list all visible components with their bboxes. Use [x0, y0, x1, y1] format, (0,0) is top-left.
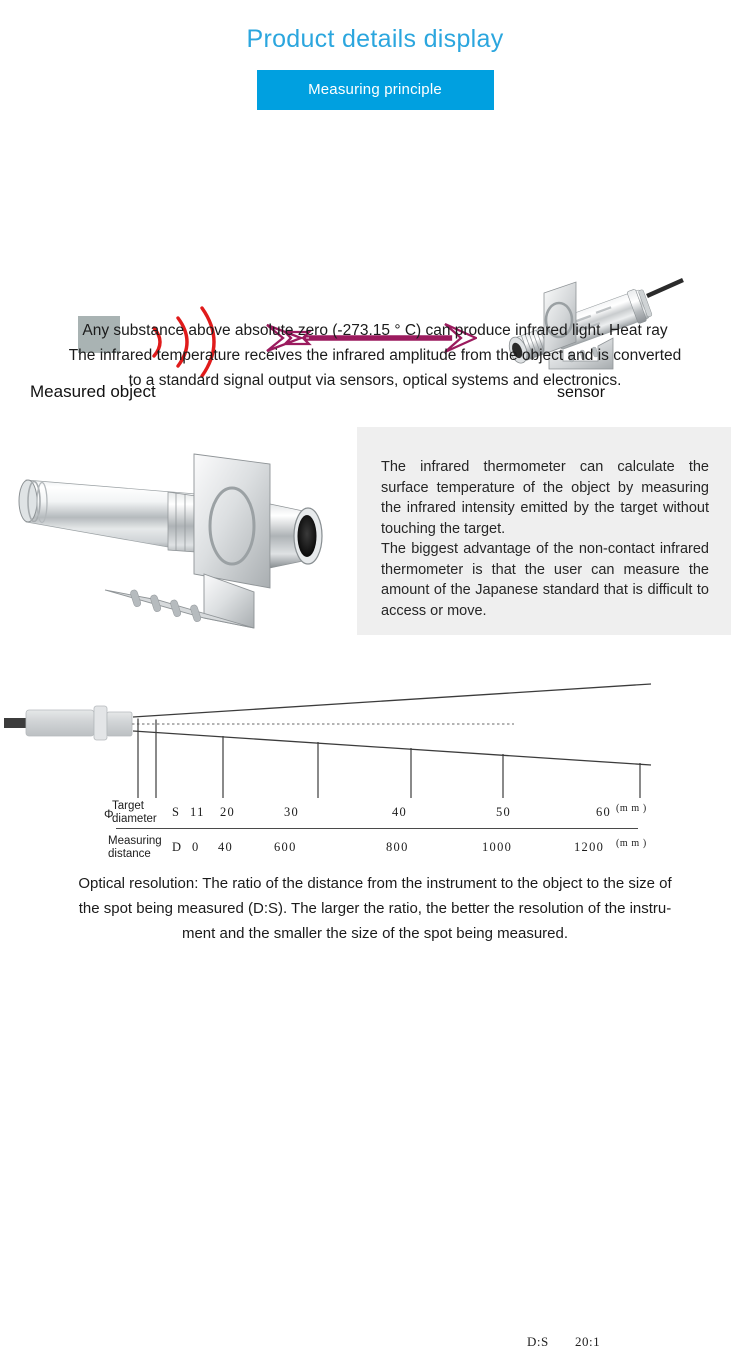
caption-line-2: the spot being measured (D:S). The larger the ratio, the better the resolution of the instru-: [78, 900, 672, 917]
intro-line-3: to a standard signal output via sensors, optical systems and electronics.: [128, 372, 622, 389]
optical-scale-table: [104, 802, 664, 861]
tab-bar: [0, 70, 750, 110]
intro-paragraph: [0, 318, 750, 393]
target-value-1: 11: [190, 805, 205, 819]
measured-object-label: Measured object: [30, 382, 156, 401]
intro-line-1: Any substance above absolute zero (-273.15 ° C) can produce infrared light. Heat ray: [82, 322, 668, 339]
scale-divider: [116, 828, 638, 829]
caption-line-3: ment and the smaller the size of the spot being measured.: [181, 925, 569, 942]
distance-unit: (m m ): [616, 838, 647, 849]
target-diameter-symbol: S: [172, 805, 179, 819]
caption-line-1: Optical resolution: The ratio of the distance from the instrument to the object to the size of: [78, 875, 672, 892]
sensor-photo-large: [8, 442, 353, 647]
description-paragraph-1: The infrared thermometer can calculate the surface temperature of the object by measuring the infrared intensity emitted by the target without touching the target.: [381, 459, 709, 537]
intro-line-2: The infrared temperature receives the infrared amplitude from the object and is converted: [68, 347, 682, 364]
target-value-6: 60: [596, 805, 612, 819]
ds-label: D:S: [527, 1334, 549, 1349]
ds-ratio-value: 20:1: [575, 1334, 601, 1349]
sensor-label: sensor: [557, 384, 606, 401]
distance-value-5: 1000: [482, 840, 513, 854]
distance-value-6: 1200: [574, 840, 605, 854]
tab-measuring-principle[interactable]: Measuring principle: [257, 70, 494, 110]
target-unit: (m m ): [616, 803, 647, 814]
target-value-3: 30: [284, 805, 300, 819]
product-description-box: [357, 427, 731, 635]
product-detail-section: [0, 427, 750, 642]
target-value-5: 50: [496, 805, 512, 819]
distance-value-1: 0: [192, 840, 200, 854]
target-diameter-row: [104, 802, 664, 828]
distance-value-4: 800: [386, 840, 409, 854]
phi-symbol-icon: Φ: [104, 807, 114, 821]
target-value-4: 40: [392, 805, 408, 819]
description-paragraph-2: The biggest advantage of the non-contact infrared thermometer is that the user can measure the amount of the Japanese standard that is difficult to access or move.: [381, 541, 709, 619]
measuring-distance-row: [104, 835, 664, 861]
target-diameter-label: Target diameter: [112, 800, 157, 825]
distance-value-3: 600: [274, 840, 297, 854]
distance-value-2: 40: [218, 840, 234, 854]
target-value-2: 20: [220, 805, 236, 819]
page-title: Product details display: [246, 25, 504, 53]
measuring-distance-symbol: D: [172, 840, 182, 854]
measuring-distance-label: Measuring distance: [108, 835, 162, 860]
